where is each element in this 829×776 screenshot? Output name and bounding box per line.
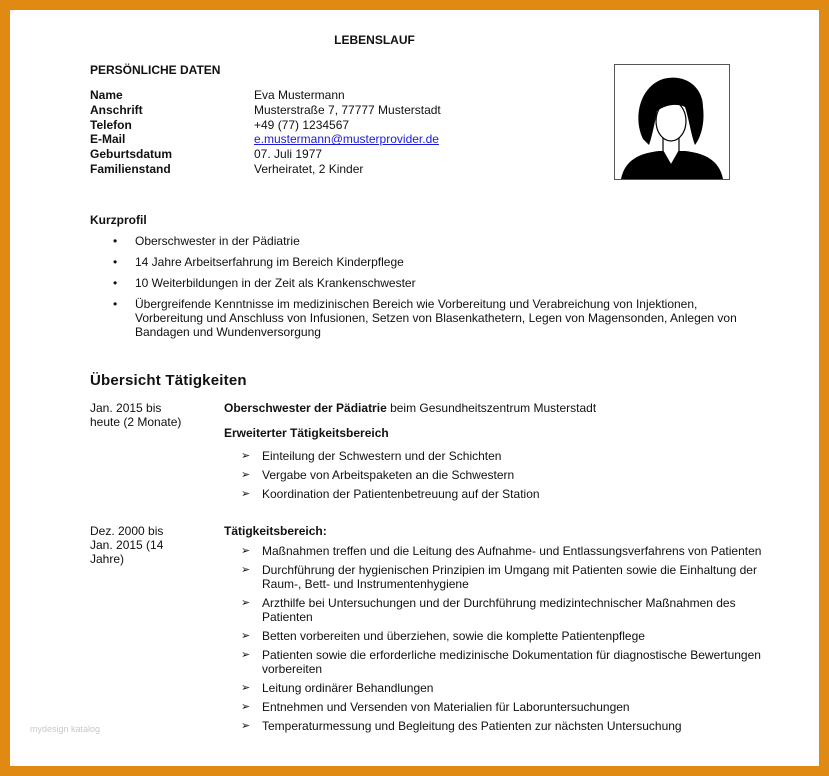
row-value: Eva Mustermann [254,88,345,102]
job-2-subheading: Tätigkeitsbereich: [224,524,327,538]
list-item: ➢ Koordination der Patientenbetreuung auf der Station [241,487,771,501]
row-label: Telefon [90,117,132,132]
kurzprofil-list [113,234,763,346]
date-line: Jan. 2015 bis [90,401,162,415]
resume-page [10,10,819,766]
row-label: Geburtsdatum [90,147,173,162]
row-label: Name [90,88,123,102]
profile-photo [614,64,730,180]
list-item: ➢ Patienten sowie die erforderliche medizinische Dokumentation für diagnostische Bewertungen vorbereiten [241,648,771,676]
date-line: Dez. 2000 bis [90,524,164,538]
list-item: ➢ Temperaturmessung und Begleitung des Patienten zur nächsten Untersuchung [241,719,771,733]
list-item: • 14 Jahre Arbeitserfahrung im Bereich Kinderpflege [113,255,763,269]
list-item: ➢ Arzthilfe bei Untersuchungen und der Durchführung medizintechnischer Maßnahmen des Patienten [241,596,771,624]
person-silhouette-icon [615,65,729,179]
date-line: heute (2 Monate) [90,415,182,429]
list-item: ➢ Betten vorbereiten und überziehen, sowie die komplette Patientenpflege [241,629,771,643]
date-line: Jahre) [90,552,125,566]
personal-row-family [90,162,441,177]
row-value: +49 (77) 1234567 [254,117,350,132]
list-item: • Übergreifende Kenntnisse im medizinischen Bereich wie Vorbereitung und Verabreichung von Injektionen, Vorbereitung und Anschluss von Infusionen, Setzen von Blasenkathetern, Legen von Magensonden, Anlegen von Bandagen und Wundenversorgung [113,297,763,339]
list-item: ➢ Durchführung der hygienischen Prinzipien im Umgang mit Patienten sowie die Einhaltung der Raum-, Bett- und Instrumentenhygiene [241,563,771,591]
list-item: • Oberschwester in der Pädiatrie [113,234,763,248]
activities-heading: Übersicht Tätigkeiten [90,372,247,389]
row-value: Verheiratet, 2 Kinder [254,161,364,176]
document-title: LEBENSLAUF [334,33,415,47]
job-1-date [90,401,181,429]
kurzprofil-heading: Kurzprofil [90,213,147,227]
row-label: E-Mail [90,132,126,147]
list-item: ➢ Leitung ordinärer Behandlungen [241,681,771,695]
job-2-date [90,524,163,566]
personal-row-phone [90,118,441,133]
job-1-title [224,401,596,415]
watermark: mydesign katalog [30,724,101,734]
job-1-task-list [241,449,771,506]
row-label: Anschrift [90,102,143,117]
list-item: ➢ Vergabe von Arbeitspaketen an die Schwestern [241,468,771,482]
list-item: • 10 Weiterbildungen in der Zeit als Krankenschwester [113,276,763,290]
row-value: Musterstraße 7, 77777 Musterstadt [254,102,441,117]
row-label: Familienstand [90,161,171,176]
job-2-task-list [241,544,771,738]
email-link[interactable]: e.mustermann@musterprovider.de [254,132,439,147]
list-item: ➢ Maßnahmen treffen und die Leitung des Aufnahme- und Entlassungsverfahrens von Patienten [241,544,771,558]
date-line: Jan. 2015 (14 [90,538,164,552]
job-position: Oberschwester der Pädiatrie [224,401,387,415]
row-value: 07. Juli 1977 [254,147,323,162]
list-item: ➢ Einteilung der Schwestern und der Schichten [241,449,771,463]
personal-row-address [90,103,441,118]
personal-row-email [90,132,441,147]
personal-data-table [90,88,441,177]
personal-data-heading: PERSÖNLICHE DATEN [90,63,221,77]
job-1-subheading: Erweiterter Tätigkeitsbereich [224,426,389,440]
list-item: ➢ Entnehmen und Versenden von Materialien für Laboruntersuchungen [241,700,771,714]
personal-row-name [90,88,441,103]
personal-row-birthdate [90,147,441,162]
job-employer: beim Gesundheitszentrum Musterstadt [386,401,597,415]
